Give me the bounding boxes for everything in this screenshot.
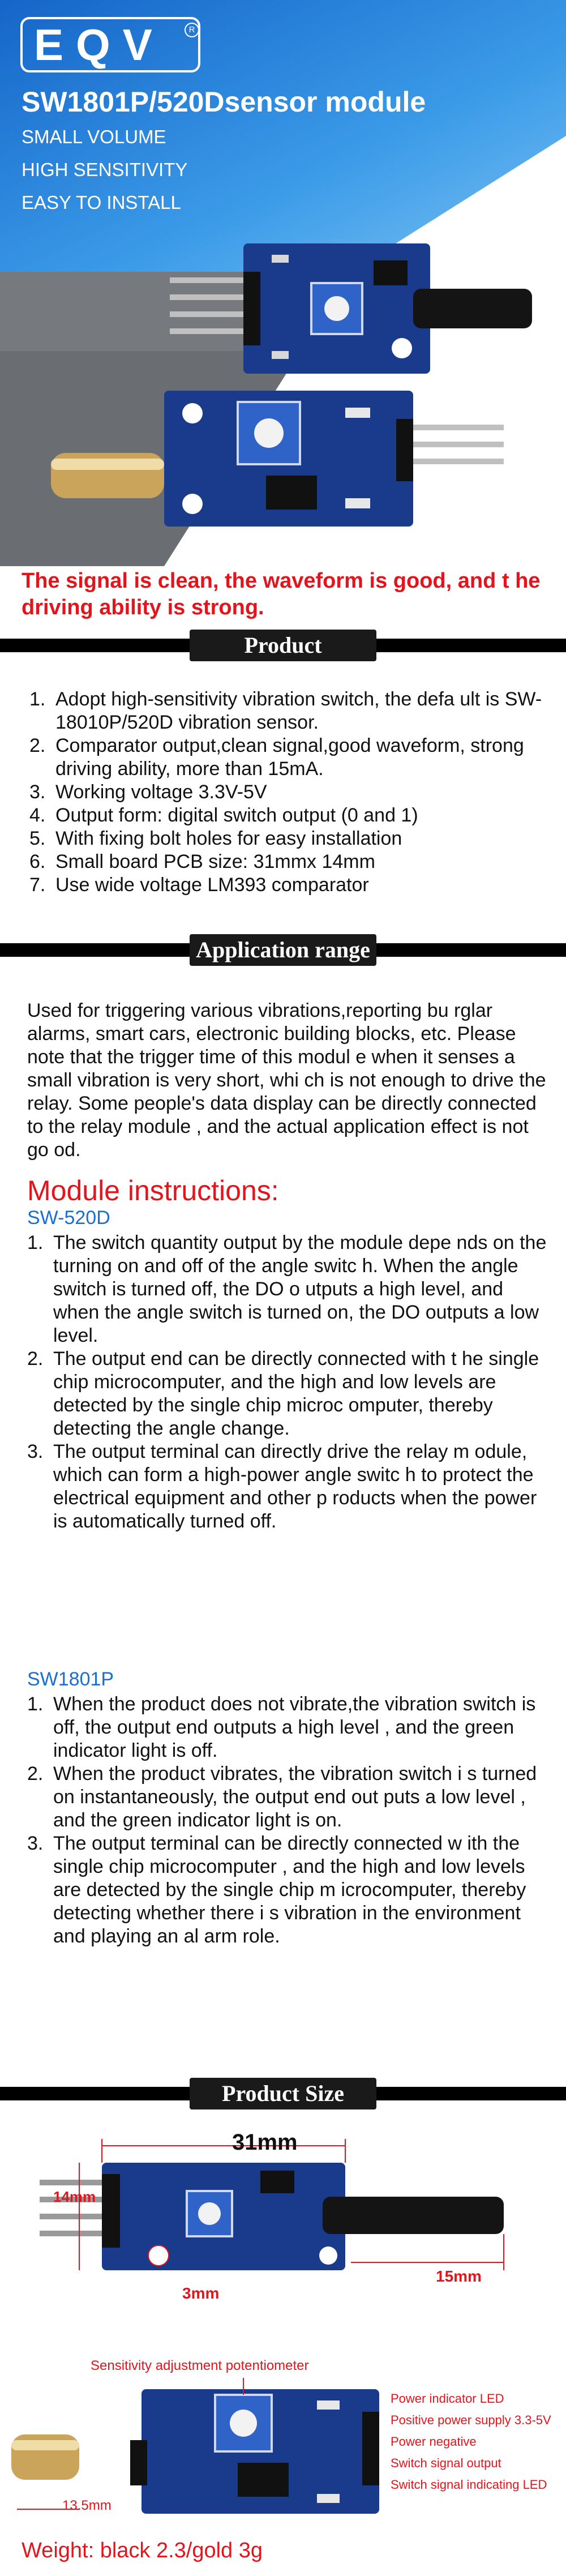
feature-easy-install: EASY TO INSTALL [22, 192, 181, 213]
list-item: 5. With fixing bolt holes for easy installation [29, 828, 402, 849]
application-range-heading: Application range [196, 937, 370, 962]
length-dimension: 15mm [436, 2267, 482, 2285]
pin-label-do: Switch signal output [391, 2456, 501, 2470]
list-item: 4. Output form: digital switch output (0 and 1) [29, 805, 418, 826]
product-description-banner [0, 630, 566, 690]
pin-function-list [391, 2388, 551, 2496]
tube-dimension: 13.5mm [62, 2498, 112, 2513]
list-item: 1. The switch quantity output by the module depe nds on the turning on and off of the angle switc h. When the angle switch is turned off, the DO o utputs a high level, and when the angle switch is turned on, the DO outputs a low level. [27, 1232, 547, 1346]
pin-label-vcc: Positive power supply 3.3-5V [391, 2413, 551, 2427]
height-dimension: 14mm [53, 2188, 96, 2205]
list-item: 3. The output terminal can be directly connected w ith the single chip microcomputer , and the high and low levels are detected by the single chip m icrocomputer, thereby detecting whether there i s vibration in the environment and playing an al arm role. [27, 1833, 526, 1947]
list-item: 1. When the product does not vibrate,the vibration switch is off, the output end outputs a high level , and the green indicator light is off. [27, 1693, 536, 1761]
module-instructions-title: Module instructions: [27, 1175, 279, 1206]
application-range-text: Used for triggering various vibrations,reporting bu rglar alarms, smart cars, electronic building blocks, etc. Please note that the trigger time of this modul e when it senses a small vibration is very short, whi ch is not enough to drive the relay. Some people's data display can be directly connected to the relay module , and the actual application effect is not go od. [27, 1000, 546, 1161]
sensor-module-gold-image [51, 391, 504, 532]
list-item: 6. Small board PCB size: 31mmx 14mm [29, 851, 375, 872]
list-item: 3. The output terminal can directly drive the relay m odule, which can form a high-power angle switc h to protect the electrical equipment and other p roducts when the power is automatically turned off. [27, 1441, 537, 1532]
sw1801p-label: SW1801P [27, 1668, 114, 1690]
list-item: 1. Adopt high-sensitivity vibration switch, the defa ult is SW-18010P/520D vibration sensor. [29, 688, 542, 733]
sw1801p-instructions-list [27, 1693, 551, 1948]
width-dimension: 31mm [232, 2130, 298, 2155]
hole-dimension: 3mm [182, 2284, 220, 2302]
pin-label-power-led: Power indicator LED [391, 2391, 504, 2406]
feature-small-volume: SMALL VOLUME [22, 126, 166, 147]
list-item: 2. Comparator output,clean signal,good waveform, strong driving ability, more than 15mA. [29, 735, 524, 780]
product-title: SW1801P/520Dsensor module [22, 86, 426, 118]
pin-label-do-led: Switch signal indicating LED [391, 2477, 547, 2492]
weight-info: Weight: black 2.3/gold 3g [22, 2539, 263, 2562]
sw520d-instructions-list [27, 1231, 551, 1533]
list-item: 3. Working voltage 3.3V-5V [29, 781, 267, 803]
list-item: 7. Use wide voltage LM393 comparator [29, 874, 369, 896]
pin-label-gnd: Power negative [391, 2434, 477, 2449]
application-range-banner [0, 934, 566, 966]
sw520d-label: SW-520D [27, 1207, 110, 1229]
product-description-heading: Product description [229, 632, 337, 690]
product-size-banner [0, 2078, 566, 2109]
signal-quality-note: The signal is clean, the waveform is good, and t he driving ability is strong. [22, 569, 541, 619]
list-item: 2. When the product vibrates, the vibration switch i s turned on instantaneously, the output end out puts a low level , and the green indicator light is on. [27, 1763, 537, 1831]
feature-high-sensitivity: HIGH SENSITIVITY [22, 159, 188, 180]
registered-icon: R [185, 23, 199, 37]
brand-logo: EQV [34, 20, 165, 70]
sensor-module-black-image [170, 243, 532, 374]
product-description-list [29, 688, 550, 897]
potentiometer-label: Sensitivity adjustment potentiometer [91, 2358, 309, 2373]
product-size-heading: Product Size [222, 2081, 344, 2106]
list-item: 2. The output end can be directly connected with t he single chip microcomputer, and the high and low levels are detected by the single chip microc omputer, thereby detecting the angle change. [27, 1348, 539, 1439]
hero-banner [0, 0, 566, 566]
